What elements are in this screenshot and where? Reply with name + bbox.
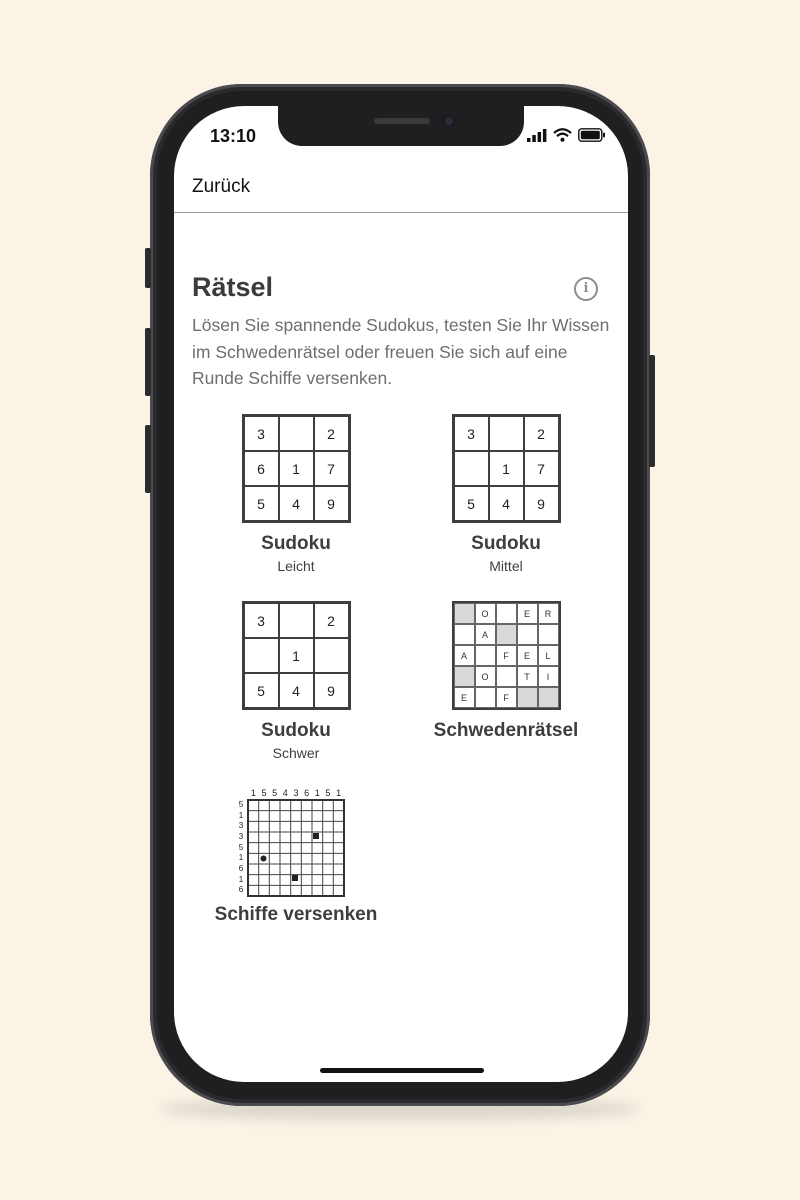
sudoku-cell	[454, 451, 489, 486]
tile-schwedenraetsel[interactable]	[406, 601, 606, 742]
row-clue: 6	[238, 885, 244, 895]
column-clue: 5	[261, 788, 267, 798]
row-clue: 1	[238, 853, 244, 863]
cellular-signal-icon	[527, 129, 547, 142]
sudoku-cell: 5	[454, 486, 489, 521]
sudoku-cell: 9	[314, 673, 349, 708]
sudoku-easy-preview	[242, 414, 351, 523]
sudoku-cell: 1	[279, 638, 314, 673]
page-description: Lösen Sie spannende Sudokus, testen Sie Ihr Wissen im Schwedenrätsel oder freuen Sie sich auf eine Runde Schiffe versenken.	[192, 315, 610, 388]
letter-cell: R	[538, 603, 559, 624]
battleship-grid	[247, 799, 345, 897]
sudoku-cell: 7	[314, 451, 349, 486]
tile-subtitle: Mittel	[489, 558, 523, 574]
letter-cell: A	[454, 645, 475, 666]
silent-switch	[145, 248, 151, 288]
letter-cell: E	[517, 645, 538, 666]
sudoku-cell: 6	[244, 451, 279, 486]
clue-cell	[454, 666, 475, 687]
tile-schiffe-versenken[interactable]	[196, 788, 396, 926]
clue-cell	[454, 603, 475, 624]
letter-cell: E	[517, 603, 538, 624]
column-clue: 1	[336, 788, 342, 798]
column-clue: 5	[272, 788, 278, 798]
sudoku-cell: 4	[279, 486, 314, 521]
column-clue: 1	[314, 788, 320, 798]
letter-cell: O	[475, 666, 496, 687]
sudoku-cell: 3	[244, 416, 279, 451]
letter-cell	[475, 645, 496, 666]
sudoku-cell: 9	[314, 486, 349, 521]
earpiece-speaker	[374, 118, 430, 124]
sudoku-cell: 3	[244, 603, 279, 638]
column-clue: 3	[293, 788, 299, 798]
sudoku-cell	[279, 603, 314, 638]
sudoku-cell: 7	[524, 451, 559, 486]
schwedenraetsel-preview	[452, 601, 561, 710]
sudoku-cell: 1	[489, 451, 524, 486]
letter-cell: A	[475, 624, 496, 645]
tile-sudoku-medium[interactable]	[406, 414, 606, 574]
sudoku-cell: 5	[244, 673, 279, 708]
clue-cell	[538, 687, 559, 708]
sudoku-cell: 2	[314, 416, 349, 451]
letter-cell: I	[538, 666, 559, 687]
letter-cell: L	[538, 645, 559, 666]
battery-icon	[578, 128, 606, 142]
letter-cell	[538, 624, 559, 645]
ship-segment	[261, 856, 267, 862]
sudoku-cell: 3	[454, 416, 489, 451]
letter-cell: O	[475, 603, 496, 624]
letter-cell	[454, 624, 475, 645]
tile-subtitle: Leicht	[277, 558, 315, 574]
letter-cell: F	[496, 687, 517, 708]
letter-cell	[517, 624, 538, 645]
row-clue: 5	[238, 800, 244, 809]
volume-down-button	[145, 425, 151, 493]
status-time: 13:10	[210, 126, 257, 146]
letter-cell	[496, 666, 517, 687]
tile-title: Sudoku	[471, 533, 541, 554]
power-button	[649, 355, 655, 467]
home-indicator[interactable]	[320, 1068, 484, 1073]
column-clues	[248, 788, 344, 798]
sudoku-cell	[489, 416, 524, 451]
volume-up-button	[145, 328, 151, 396]
back-button[interactable]: Zurück	[192, 176, 251, 197]
column-clue: 5	[325, 788, 331, 798]
row-clue: 6	[238, 863, 244, 873]
tile-title: Schwedenrätsel	[433, 720, 579, 741]
row-clue: 5	[238, 842, 244, 852]
ship-segment	[292, 875, 298, 881]
tile-sudoku-easy[interactable]	[196, 414, 396, 574]
row-clue: 1	[238, 810, 244, 820]
row-clues	[236, 800, 246, 896]
info-icon[interactable]: i	[574, 277, 598, 301]
sudoku-cell: 4	[489, 486, 524, 521]
ship-segment	[313, 833, 319, 839]
letter-cell	[496, 603, 517, 624]
sudoku-medium-preview	[452, 414, 561, 523]
tile-title: Sudoku	[261, 720, 331, 741]
sudoku-cell	[314, 638, 349, 673]
tile-sudoku-hard[interactable]	[196, 601, 396, 761]
row-clue: 3	[238, 831, 244, 841]
sudoku-hard-preview	[242, 601, 351, 710]
sudoku-cell	[279, 416, 314, 451]
notch	[278, 106, 524, 146]
sudoku-cell	[244, 638, 279, 673]
tile-title: Sudoku	[261, 533, 331, 554]
row-clue: 3	[238, 821, 244, 831]
sudoku-cell: 9	[524, 486, 559, 521]
sudoku-cell: 5	[244, 486, 279, 521]
sudoku-cell: 1	[279, 451, 314, 486]
column-clue: 1	[250, 788, 256, 798]
letter-cell	[475, 687, 496, 708]
page-title: Rätsel	[192, 272, 274, 302]
tile-title: Schiffe versenken	[214, 904, 378, 925]
letter-cell: F	[496, 645, 517, 666]
sudoku-cell: 2	[314, 603, 349, 638]
schiffe-versenken-preview	[236, 788, 356, 894]
column-clue: 6	[304, 788, 310, 798]
column-clue: 4	[282, 788, 288, 798]
clue-cell	[517, 687, 538, 708]
row-clue: 1	[238, 874, 244, 884]
letter-cell: E	[454, 687, 475, 708]
phone-screen	[174, 106, 628, 1082]
clue-cell	[496, 624, 517, 645]
letter-cell: T	[517, 666, 538, 687]
front-camera-icon	[442, 114, 456, 128]
sudoku-cell: 2	[524, 416, 559, 451]
status-icons	[527, 128, 606, 142]
tile-subtitle: Schwer	[272, 745, 320, 761]
wifi-icon	[553, 128, 572, 142]
header-divider	[174, 212, 628, 213]
sudoku-cell: 4	[279, 673, 314, 708]
